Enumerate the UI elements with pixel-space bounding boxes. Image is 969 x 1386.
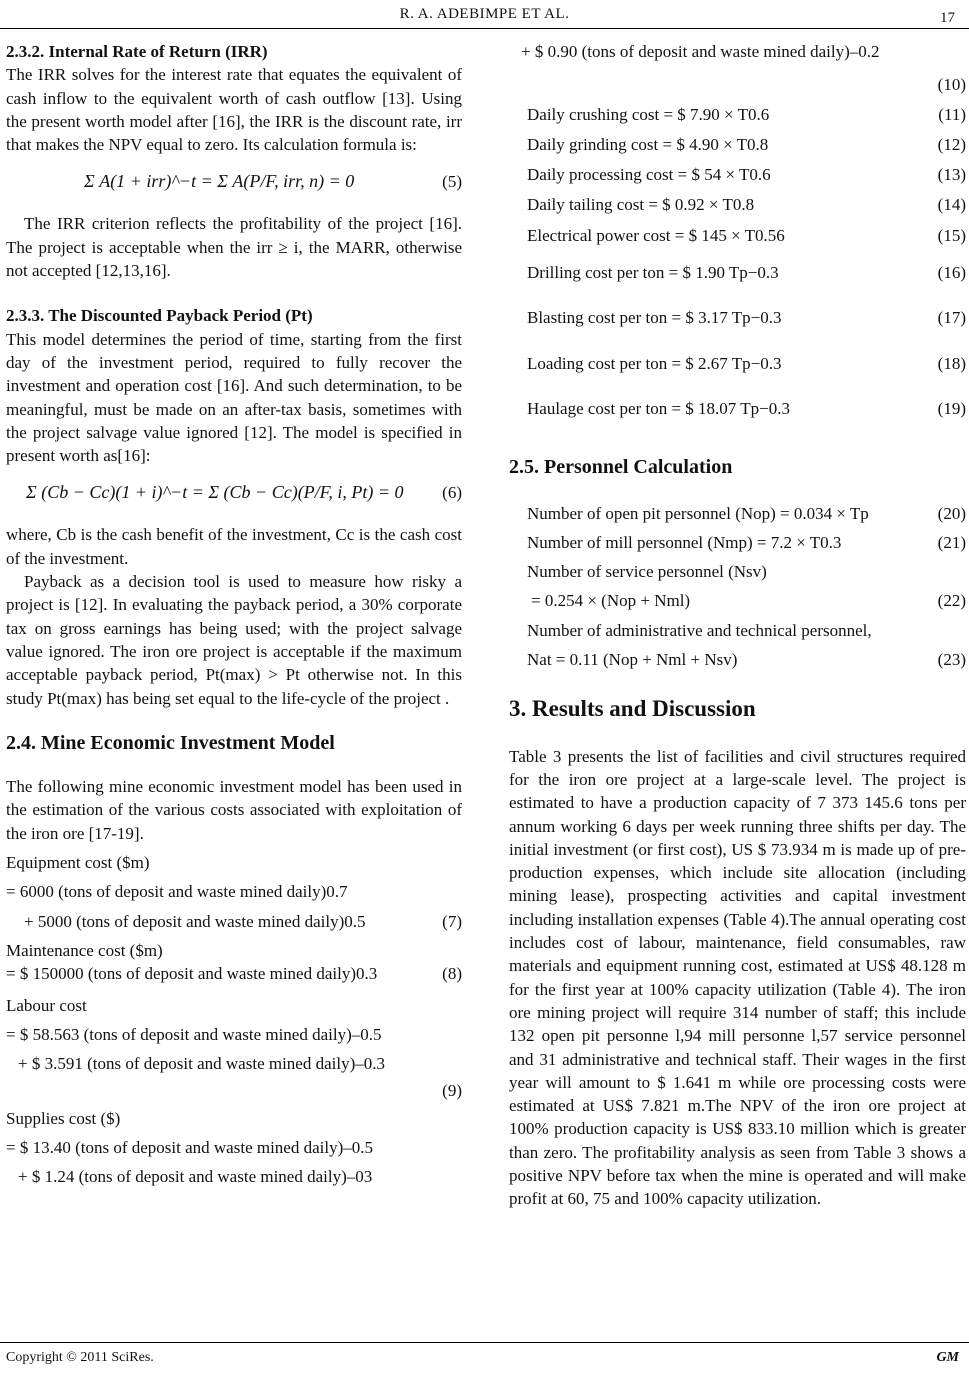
- equation-12-number: (12): [937, 134, 966, 154]
- supplies-cost-line-3: + $ 0.90 (tons of deposit and waste mined daily)–0.2: [521, 42, 880, 61]
- section-2-5-title: 2.5. Personnel Calculation: [509, 456, 733, 479]
- equation-17: [509, 306, 966, 329]
- equation-6-expression: Σ (Cb − Cc)(1 + i)^−t = Σ (Cb − Cc)(P/F, i, Pt) = 0: [26, 482, 404, 503]
- maintenance-cost-label: Maintenance cost ($m): [6, 940, 163, 960]
- equation-7: [6, 910, 462, 933]
- processing-cost: Daily processing cost = $ 54 × T0.6: [527, 165, 771, 185]
- footer-journal: GM: [936, 1350, 959, 1365]
- equation-16: [509, 261, 966, 284]
- section-2-3-3-body: This model determines the period of time, starting from the first day of the investment period, required to fully recover the investment and operation cost [16]. And such determination, to be meaningful, must be made on an after-tax basis, sometimes with the project salvage value ignored [12]. The model is specified in present worth as[16]:: [6, 329, 462, 466]
- equation-23: [509, 648, 966, 671]
- equation-23-number: (23): [937, 650, 966, 670]
- supplies-cost-line-2: + $ 1.24 (tons of deposit and waste mined daily)–03: [18, 1167, 373, 1187]
- equation-14-number: (14): [937, 195, 966, 215]
- equation-20-number: (20): [937, 503, 966, 523]
- labour-cost-label: Labour cost: [6, 995, 87, 1015]
- section-2-3-2-title: 2.3.2. Internal Rate of Return (IRR): [6, 42, 268, 61]
- equation-5-expression: Σ A(1 + irr)^−t = Σ A(P/F, irr, n) = 0: [84, 171, 355, 192]
- equation-13-number: (13): [937, 165, 966, 185]
- section-2-4-body: The following mine economic investment model has been used in the estimation of the various costs associated with exploitation of the iron ore [17-19].: [6, 777, 462, 843]
- right-column: [509, 40, 966, 1211]
- equipment-cost-label: Equipment cost ($m): [6, 853, 150, 873]
- equation-20: [509, 502, 966, 525]
- section-2-3-3-where: where, Cb is the cash benefit of the investment, Cc is the cash cost of the investment.: [6, 525, 462, 568]
- equation-5: [6, 156, 462, 212]
- equation-21: [509, 531, 966, 554]
- equation-14: [509, 193, 966, 216]
- equation-16-number: (16): [937, 263, 966, 283]
- equation-18: [509, 352, 966, 375]
- section-3-title: 3. Results and Discussion: [509, 696, 756, 722]
- service-personnel: = 0.254 × (Nop + Nml): [531, 591, 691, 611]
- equation-22-number: (22): [937, 591, 966, 611]
- equation-21-number: (21): [937, 532, 966, 552]
- drilling-cost: Drilling cost per ton = $ 1.90 Tp−0.3: [527, 263, 779, 283]
- equation-15: [509, 224, 966, 247]
- equation-9-number: (9): [442, 1081, 462, 1101]
- open-pit-personnel: Number of open pit personnel (Nop) = 0.034 × Tp: [527, 503, 869, 523]
- footer-rule: [0, 1342, 969, 1343]
- equation-18-number: (18): [937, 353, 966, 373]
- equation-10-number: (10): [937, 75, 966, 95]
- equation-5-number: (5): [442, 172, 462, 192]
- equation-11: [509, 103, 966, 126]
- header-title: R. A. ADEBIMPE ET AL.: [399, 6, 570, 22]
- loading-cost: Loading cost per ton = $ 2.67 Tp−0.3: [527, 353, 782, 373]
- supplies-cost-label: Supplies cost ($): [6, 1108, 121, 1128]
- mill-personnel: Number of mill personnel (Nmp) = 7.2 × T0.3: [527, 532, 842, 552]
- electrical-power-cost: Electrical power cost = $ 145 × T0.56: [527, 225, 785, 245]
- left-column: [6, 40, 462, 1189]
- equation-19: [509, 397, 966, 420]
- section-2-3-3-title: 2.3.3. The Discounted Payback Period (Pt): [6, 306, 313, 326]
- equation-6-number: (6): [442, 483, 462, 503]
- running-header: [0, 4, 969, 28]
- tailing-cost: Daily tailing cost = $ 0.92 × T0.8: [527, 195, 755, 215]
- section-2-3-2-body-2: The IRR criterion reflects the profitability of the project [16]. The project is acceptable when the irr ≥ i, the MARR, otherwise not accepted [12,13,16].: [6, 214, 462, 281]
- equipment-cost-line-1: = 6000 (tons of deposit and waste mined daily)0.7: [6, 882, 348, 902]
- equation-13: [509, 163, 966, 186]
- labour-cost-line-1: = $ 58.563 (tons of deposit and waste mined daily)–0.5: [6, 1024, 382, 1044]
- grinding-cost: Daily grinding cost = $ 4.90 × T0.8: [527, 134, 769, 154]
- service-personnel-label: Number of service personnel (Nsv): [527, 562, 767, 582]
- equation-15-number: (15): [937, 225, 966, 245]
- equipment-cost-line-2: + 5000 (tons of deposit and waste mined daily)0.5: [24, 911, 366, 931]
- supplies-cost-line-1: = $ 13.40 (tons of deposit and waste mined daily)–0.5: [6, 1137, 374, 1157]
- haulage-cost: Haulage cost per ton = $ 18.07 Tp−0.3: [527, 398, 790, 418]
- maintenance-cost-line-1: = $ 150000 (tons of deposit and waste mined daily)0.3: [6, 964, 378, 984]
- footer-copyright: Copyright © 2011 SciRes.: [6, 1350, 154, 1365]
- section-2-3-3-body-2: Payback as a decision tool is used to measure how risky a project is [12]. In evaluating the payback period, a 30% corporate tax on gross earnings has being used; with the project salvage value ignored. The iron ore project is acceptable if the maximum acceptable payback period, Pt(max) > Pt otherwise not. In this study Pt(max) has being set equal to the life-cycle of the project .: [6, 572, 462, 708]
- equation-8: [6, 962, 462, 985]
- equation-19-number: (19): [937, 398, 966, 418]
- equation-17-number: (17): [937, 308, 966, 328]
- labour-cost-line-2: + $ 3.591 (tons of deposit and waste mined daily)–0.3: [18, 1054, 386, 1074]
- admin-personnel: Nat = 0.11 (Nop + Nml + Nsv): [527, 650, 738, 670]
- crushing-cost: Daily crushing cost = $ 7.90 × T0.6: [527, 104, 770, 124]
- equation-11-number: (11): [938, 104, 966, 124]
- section-3-body: Table 3 presents the list of facilities and civil structures required for the iron ore project at a large-scale level. The project is estimated to have a production capacity of 7 373 145.6 tons per annum working 6 days per week running three shifts per day. The initial investment (or first cost), US $ 73.934 m is made up of pre-production expenses, which include site allocation (including mining lease), prospecting activities and capital investment including installation expenses (Table 4).The annual operating cost includes cost of labour, maintenance, field consumables, raw materials and equipment running cost, estimated at US$ 48.128 m for the first year at 100% capacity utilization (Table 4). The iron ore mining project will require 314 number of staff; this include 132 open pit personne l,94 mill personne l,57 service personnel and 31 administrative and technical staff. Their wages in the first year will amount to $ 1.641 m while ore processing costs were estimated at US$ 7.821 m.The NPV of the iron ore project at 100% production capacity is US$ 833.10 million which is greater than zero. The profitability analysis as seen from Table 3 shows a positive NPV before tax when the mine is operated and will make profit at 60, 75 and 100% capacity utilization.: [509, 746, 966, 1209]
- equation-22: [509, 589, 966, 612]
- blasting-cost: Blasting cost per ton = $ 3.17 Tp−0.3: [527, 308, 782, 328]
- equation-7-number: (7): [442, 911, 462, 931]
- admin-personnel-label: Number of administrative and technical personnel,: [527, 620, 872, 640]
- equation-12: [509, 133, 966, 156]
- section-2-3-2-body: The IRR solves for the interest rate that equates the equivalent of cash inflow to the equivalent worth of cash outflow [13]. Using the present worth model after [16], the IRR is the discount rate, irr that makes the NPV equal to zero. Its calculation formula is:: [6, 65, 462, 155]
- page-number: 17: [940, 10, 955, 26]
- equation-6: [6, 467, 462, 523]
- equation-8-number: (8): [442, 964, 462, 984]
- header-rule: [0, 28, 969, 29]
- section-2-4-title: 2.4. Mine Economic Investment Model: [6, 731, 335, 754]
